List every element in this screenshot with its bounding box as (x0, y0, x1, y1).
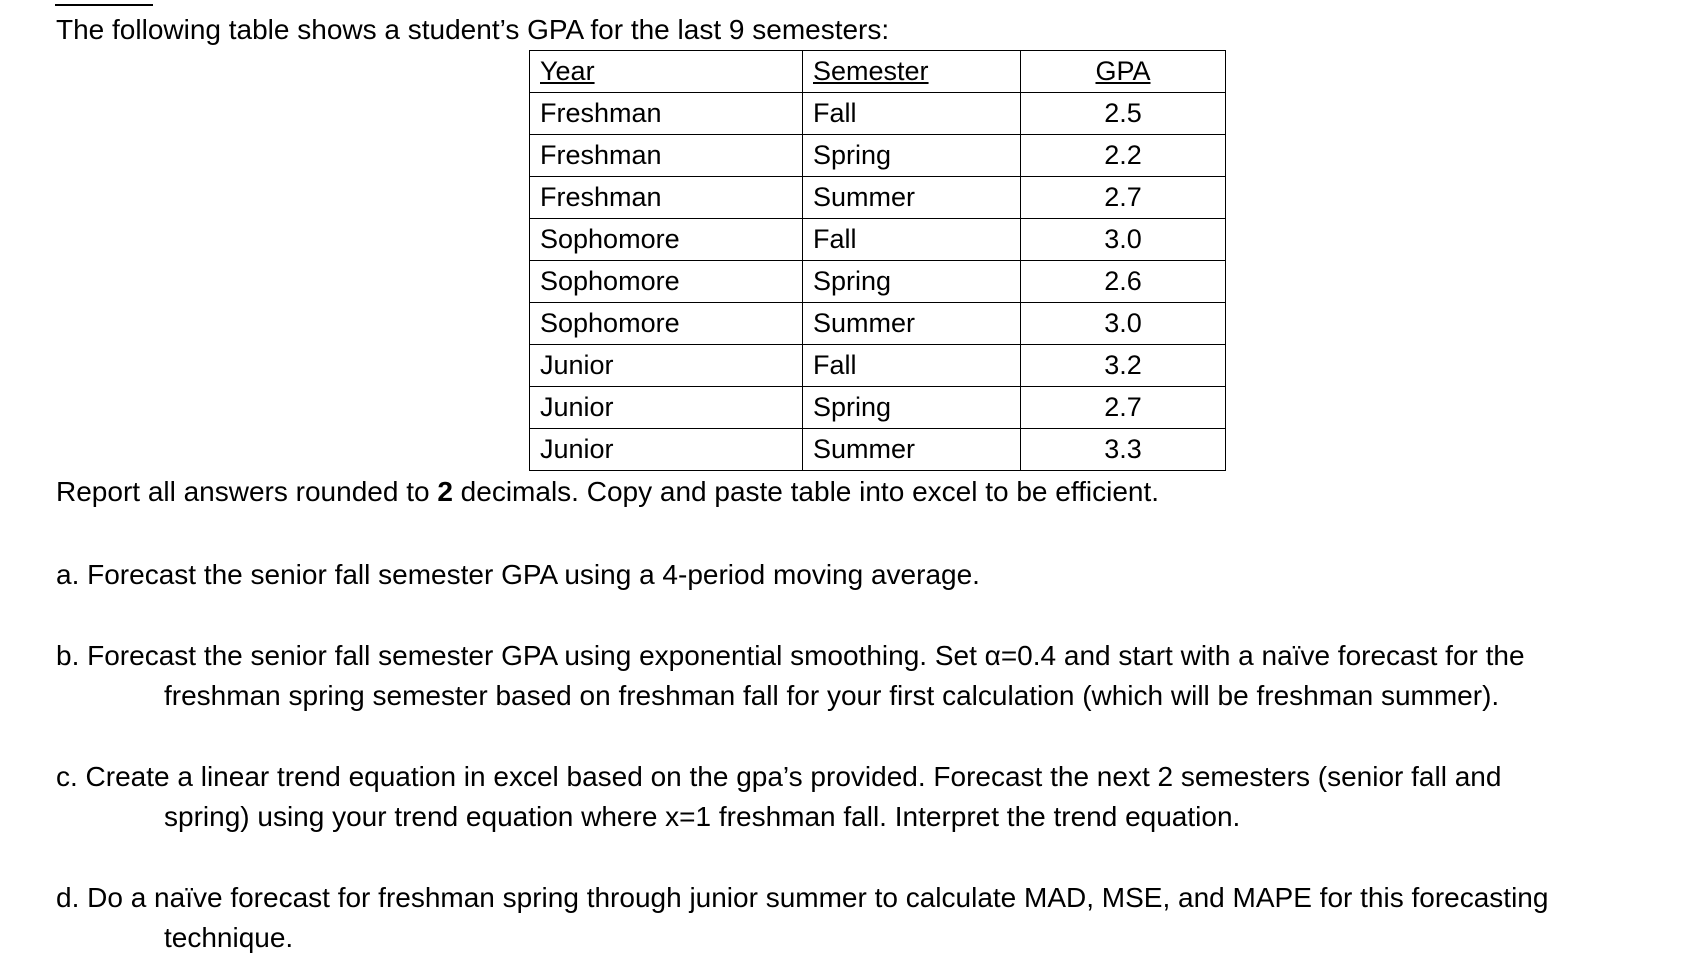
cell-semester: Summer (803, 177, 1021, 219)
cell-year: Junior (530, 345, 803, 387)
cell-gpa: 2.2 (1021, 135, 1226, 177)
report-instructions: Report all answers rounded to 2 decimals. Copy and paste table into excel to be efficient. (56, 476, 1160, 507)
cell-gpa: 2.7 (1021, 177, 1226, 219)
question-c: c. Create a linear trend equation in excel based on the gpa’s provided. Forecast the next 2 semesters (senior fall and spring) using your trend equation where x=1 freshman fall. Interpret the trend equation. (56, 761, 1502, 832)
table-row (530, 219, 1226, 261)
cell-gpa: 2.7 (1021, 387, 1226, 429)
table-row (530, 177, 1226, 219)
cell-semester: Spring (803, 135, 1021, 177)
cell-gpa: 3.0 (1021, 219, 1226, 261)
table-row (530, 345, 1226, 387)
top-rule (55, 4, 153, 6)
cell-year: Freshman (530, 135, 803, 177)
cell-semester: Fall (803, 219, 1021, 261)
cell-year: Sophomore (530, 219, 803, 261)
table-row (530, 303, 1226, 345)
cell-gpa: 3.2 (1021, 345, 1226, 387)
table-header-row (530, 51, 1226, 93)
question-b: b. Forecast the senior fall semester GPA using exponential smoothing. Set α=0.4 and start with a naïve forecast for the freshman spring semester based on freshman fall for your first calculation (which will be freshman summer). (56, 640, 1525, 711)
table-row (530, 261, 1226, 303)
intro-text: The following table shows a student’s GPA for the last 9 semesters: (56, 14, 890, 45)
cell-gpa: 3.0 (1021, 303, 1226, 345)
cell-gpa: 3.3 (1021, 429, 1226, 471)
cell-semester: Fall (803, 345, 1021, 387)
cell-semester: Summer (803, 303, 1021, 345)
cell-gpa: 2.5 (1021, 93, 1226, 135)
header-year: Year (530, 51, 803, 93)
cell-semester: Spring (803, 387, 1021, 429)
table-row (530, 429, 1226, 471)
header-gpa: GPA (1021, 51, 1226, 93)
cell-year: Freshman (530, 93, 803, 135)
cell-gpa: 2.6 (1021, 261, 1226, 303)
cell-year: Sophomore (530, 303, 803, 345)
cell-year: Junior (530, 429, 803, 471)
table-row (530, 93, 1226, 135)
decimals-count: 2 (437, 476, 453, 507)
table-row (530, 135, 1226, 177)
cell-semester: Spring (803, 261, 1021, 303)
cell-year: Junior (530, 387, 803, 429)
cell-year: Sophomore (530, 261, 803, 303)
cell-year: Freshman (530, 177, 803, 219)
cell-semester: Fall (803, 93, 1021, 135)
cell-semester: Summer (803, 429, 1021, 471)
header-semester: Semester (803, 51, 1021, 93)
question-d: d. Do a naïve forecast for freshman spring through junior summer to calculate MAD, MSE, and MAPE for this forecasting technique. (56, 882, 1549, 953)
table-row (530, 387, 1226, 429)
gpa-table (529, 50, 1226, 471)
question-a: a. Forecast the senior fall semester GPA using a 4-period moving average. (56, 559, 980, 590)
